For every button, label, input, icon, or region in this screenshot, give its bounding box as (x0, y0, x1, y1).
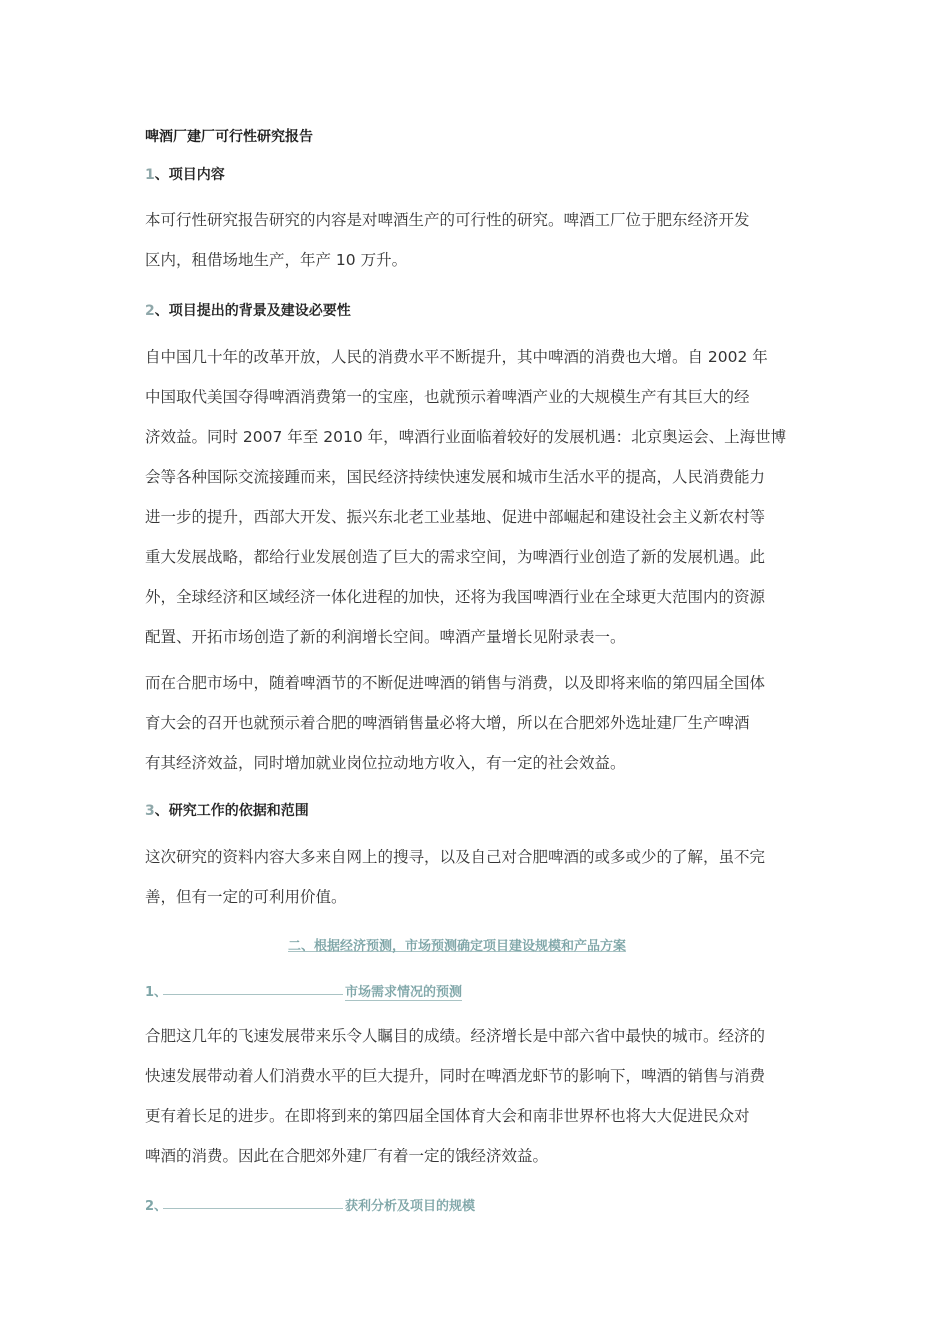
section-1-paragraph-1 (145, 200, 810, 280)
section-1-separator: 、 (154, 167, 169, 183)
text-line: 而在合肥市场中，随着啤酒节的不断促进啤酒的销售与消费，以及即将来临的第四届全国体 (145, 674, 766, 692)
section-1-title: 项目内容 (168, 167, 225, 183)
text-line: 区内，租借场地生产，年产 10 万升。 (145, 251, 408, 269)
text-line: 善，但有一定的可利用价值。 (145, 888, 347, 906)
part-two-item-1-number: 1、 (145, 985, 168, 1000)
section-3-number: 3 (145, 803, 155, 819)
part-two-item-1-heading[interactable] (145, 981, 495, 999)
part-two-item-1-paragraph (145, 1016, 810, 1176)
section-3-heading (145, 800, 309, 820)
part-two-heading[interactable]: 二、根据经济预测，市场预测确定项目建设规模和产品方案 (288, 939, 627, 954)
text-line: 更有着长足的进步。在即将到来的第四届全国体育大会和南非世界杯也将大大促进民众对 (145, 1107, 750, 1125)
text-line: 会等各种国际交流接踵而来，国民经济持续快速发展和城市生活水平的提高，人民消费能力 (145, 468, 766, 486)
text-line: 外，全球经济和区域经济一体化进程的加快，还将为我国啤酒行业在全球更大范围内的资源 (145, 588, 766, 606)
document-title: 啤酒厂建厂可行性研究报告 (145, 129, 313, 145)
part-two-item-1-title: 市场需求情况的预测 (345, 981, 462, 1001)
section-2-separator: 、 (154, 303, 169, 319)
part-two-item-2-title: 获利分析及项目的规模 (345, 1199, 476, 1214)
section-3-paragraph-1 (145, 837, 810, 917)
text-line: 自中国几十年的改革开放，人民的消费水平不断提升，其中啤酒的消费也大增。自 2002 年 (145, 348, 768, 366)
text-line: 本可行性研究报告研究的内容是对啤酒生产的可行性的研究。啤酒工厂位于肥东经济开发 (145, 211, 750, 229)
text-line: 济效益。同时 2007 年至 2010 年，啤酒行业面临着较好的发展机遇：北京奥运会、上海世博 (145, 428, 787, 446)
section-1-heading (145, 164, 225, 184)
section-2-paragraph-1 (145, 337, 810, 657)
text-line: 中国取代美国夺得啤酒消费第一的宝座，也就预示着啤酒产业的大规模生产有其巨大的经 (145, 388, 750, 406)
section-3-separator: 、 (154, 803, 169, 819)
section-2-heading (145, 300, 351, 320)
text-line: 合肥这几年的飞速发展带来乐令人瞩目的成绩。经济增长是中部六省中最快的城市。经济的 (145, 1027, 766, 1045)
heading-underline (163, 1208, 343, 1209)
text-line: 育大会的召开也就预示着合肥的啤酒销售量必将大增，所以在合肥郊外选址建厂生产啤酒 (145, 714, 750, 732)
section-2-number: 2 (145, 303, 155, 319)
text-line: 配置、开拓市场创造了新的利润增长空间。啤酒产量增长见附录表一。 (145, 628, 626, 646)
section-3-title: 研究工作的依据和范围 (168, 803, 309, 819)
part-two-item-2-heading[interactable] (145, 1195, 495, 1213)
text-line: 这次研究的资料内容大多来自网上的搜寻，以及自己对合肥啤酒的或多或少的了解，虽不完 (145, 848, 766, 866)
part-two-item-2-number: 2、 (145, 1199, 168, 1214)
section-2-paragraph-2 (145, 663, 810, 783)
section-1-number: 1 (145, 167, 155, 183)
text-line: 快速发展带动着人们消费水平的巨大提升，同时在啤酒龙虾节的影响下，啤酒的销售与消费 (145, 1067, 766, 1085)
section-2-title: 项目提出的背景及建设必要性 (168, 303, 351, 319)
text-line: 进一步的提升，西部大开发、振兴东北老工业基地、促进中部崛起和建设社会主义新农村等 (145, 508, 766, 526)
heading-underline (163, 994, 343, 995)
text-line: 重大发展战略，都给行业发展创造了巨大的需求空间，为啤酒行业创造了新的发展机遇。此 (145, 548, 766, 566)
text-line: 有其经济效益，同时增加就业岗位拉动地方收入，有一定的社会效益。 (145, 754, 626, 772)
text-line: 啤酒的消费。因此在合肥郊外建厂有着一定的饿经济效益。 (145, 1147, 549, 1165)
